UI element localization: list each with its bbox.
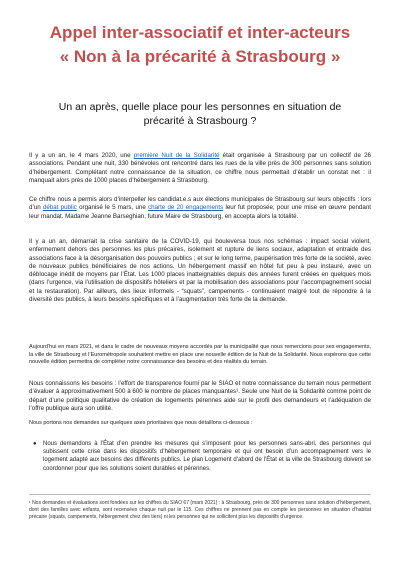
paragraph-text: était organisée à Strasbourg par un collectif de 26 associations. Pendant une nuit, 330 bénévoles ont rencontré dans les rues de la ville près de 300 personnes sans solution d’hébergement. Complétant notre connaissance de la situation, ce chiffre nous permettait d’établir un constat net : il manquait alors près de 1000 places d’hébergement à Strasbourg. [29,152,371,184]
charte-engagements-link[interactable]: charte de 20 engagements [148,204,224,212]
bullet-text: Nous demandons à l’État d’en prendre les mesures qui s’imposent pour les personnes sans-abri, des personnes qui subissent cette crise dans les dispositifs d’hébergement temporaire et qui ont besoin d’un accompagnement vers le logement adapté aux besoins des différents publics. Le plan Logement d’abord de l’État et la ville de Strasbourg doivent se coordonner pour que les solutions soient durables et pérennes. [43,441,371,472]
footnote: ¹ Nos demandes et évaluations sont fondées sur les chiffres du SIAO 67 (mars 2021) : à Strasbourg, près de 300 personnes sans solution d’hébergement, dont des familles avec enfants, sont recensées chaque nuit par le 115. Ces chiffres ne prennent pas en compte les personnes en situation d’habitat précaire (squats, campements, hébergement chez des tiers) ni les personnes qui ne sollicitent plus les dispositifs d’urgence. [29,500,371,520]
paragraph-nuit-solidarite [29,152,371,185]
paragraph-elections [29,196,371,221]
document-subtitle-line-1: Un an après, quelle place pour les personnes en situation de [58,101,342,113]
document-title-line-2: « Non à la précarité à Strasbourg » [59,47,341,66]
paragraph-crise-sanitaire: Il y a un an, démarrait la crise sanitaire de la COVID-19, qui bouleversa tous nos schémas : impact social violent, enfermement dehors des personnes les plus précaires, isolement et rupture de liens sociaux, adaptation et entraide des associations face à la désorganisation des pouvoirs publics ; et sur le long terme, paupérisation très forte de la société, avec de nouveaux publics bénéficiaires de nos actions. Un hébergement massif en hôtel fut peu à peu instauré, avec un déblocage inédit de moyens par l’État. Les 1000 places inatteignables depuis des années furent créées en quelques mois (dans l’urgence, via l’utilisation de dispositifs hôteliers et par la mobilisation des associations pour l’accompagnement social et la restauration). Par ailleurs, des lieux informels - “squats”, campements - continuaient malgré tout de répondre à la diversité des publics, à leurs besoins spécifiques et à l’augmentation très forte de la demande. [29,238,371,304]
document-title-line-1: Appel inter-associatif et inter-acteurs [49,23,351,42]
paragraph-text: organisé le 5 mars, une [76,204,149,212]
debat-public-link[interactable]: débat public [42,204,77,212]
paragraph-axes: Nous portons nos demandes sur quelques axes prioritaires que nous détaillons ci-dessous : [29,420,253,426]
bullet-icon: ● [33,441,37,447]
paragraph-text: Il y a un an, le 4 mars 2020, une [29,152,134,159]
footnote-divider [29,494,371,495]
paragraph-text: Ce chiffre nous a permis alors d’interpeller les candidat.e.s aux élections municipales de Strasbourg sur leurs objectifs : lors d’un [29,196,371,212]
paragraph-aujourdhui: Aujourd’hui en mars 2021, et dans le cadre de nouveaux moyens accordés par la municipalité que nous remercions pour ses engagements, la ville de Strasbourg et l’Eurométropole souhaitent mettre en place une nouvelle édition de la Nuit de la Solidarité. Nous espérons que cette nouvelle édition permettra de compléter notre connaissance des besoins et des réalités du terrain. [29,344,371,366]
document-subtitle-line-2: précarité à Strasbourg ? [143,115,257,127]
paragraph-besoins: Nous connaissons les besoins : l’effort de transparence fourni par le SIAO et notre connaissance du terrain nous permettent d’évaluer à approximativement 500 à 600 le nombre de places manquantes¹. Seule une Nuit de la Solidarité comme point de départ d’une politique qualitative de création de logements pérennes aide sur le profil des demandeurs et l’adéquation de l’offre publique aura son utilité. [29,380,371,412]
nuit-solidarite-link[interactable]: première Nuit de la Solidarité [133,152,220,159]
paragraph-text: leur fut proposée, pour une mise en œuvre pendant leur mandat. Madame Jeanne Barseghian, future Maire de Strasbourg, en accepta alors la totalité. [29,204,371,220]
